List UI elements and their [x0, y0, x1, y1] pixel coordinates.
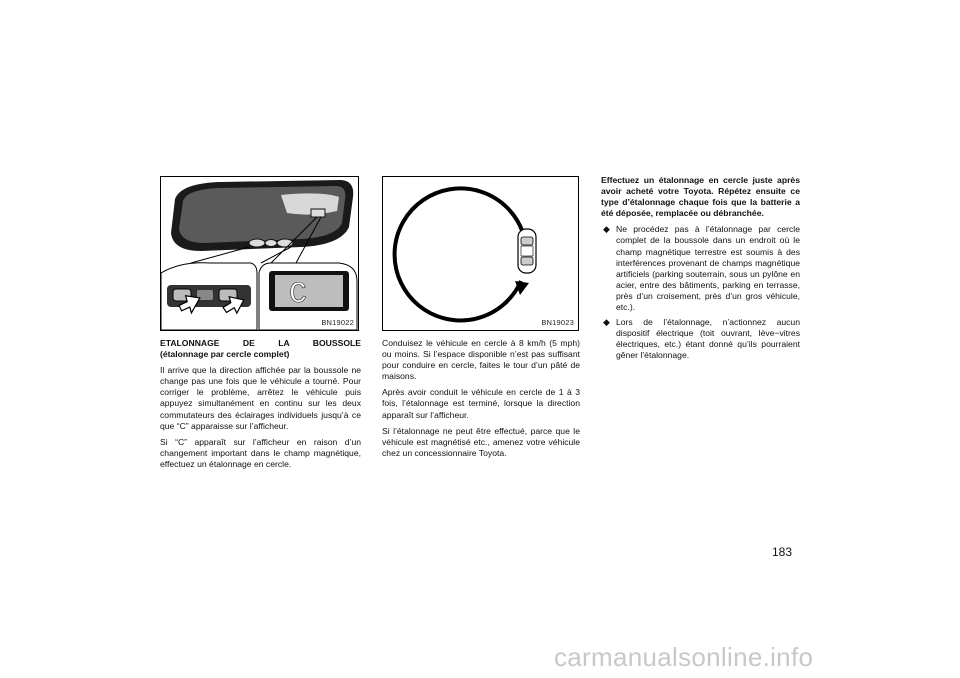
paragraph: Après avoir conduit le véhicule en cercle de 1 à 3 fois, l’étalonnage est terminé, lorsque la direction apparaît sur l’afficheur. [382, 387, 580, 420]
paragraph: Si l’étalonnage ne peut être effectué, parce que le véhicule est magnétisé etc., amenez votre véhicule chez un concessionnaire Toyota. [382, 425, 580, 458]
figure-circle-drive [382, 176, 579, 331]
paragraph: Conduisez le véhicule en cercle à 8 km/h (5 mph) ou moins. Si l’espace disponible n’est pas suffisant pour conduire en cercle, faites le tour d’un pâté de maisons. [382, 338, 580, 382]
diamond-bullet-icon: ◆ [603, 224, 610, 235]
text-column-2 [382, 338, 580, 464]
mirror-illustration [161, 177, 358, 330]
circle-illustration [383, 177, 578, 330]
text-column-1 [160, 338, 361, 475]
text-column-3 [601, 175, 800, 366]
section-subheading: (étalonnage par cercle complet) [160, 349, 290, 360]
figure-mirror-compass [160, 176, 359, 331]
diamond-bullet-icon: ◆ [603, 317, 610, 328]
compass-display-letter: C [289, 278, 308, 312]
bullet-list [601, 224, 800, 361]
circular-arrow-icon [395, 188, 523, 320]
watermark: carmanualsonline.info [554, 642, 814, 672]
list-item-text: Lors de l’étalonnage, n’actionnez aucun dispositif électrique (toit ouvrant, lève−vitres électriques, etc.) étant donné qu’ils pourraient gêner l’étalonnage. [616, 317, 800, 361]
section-heading: ETALONNAGE DE LA BOUSSOLE [160, 338, 361, 348]
bold-paragraph: Effectuez un étalonnage en cercle juste après avoir acheté votre Toyota. Répétez ensuite ce type d’étalonnage chaque fois que la batterie a été déposée, remplacée ou débranchée. [601, 175, 800, 219]
list-item-text: Ne procédez pas à l’étalonnage par cercle complet de la boussole dans un endroit où le champ magnétique terrestre est soumis à des interférences provenant de champs magnétique artificiels (parking souterrain, sous un pylône en acier, entre des bâtiments, parking en terrasse, près d’un croisement, près d’un gros véhicule, etc.). [616, 224, 800, 313]
list-item [601, 317, 800, 361]
figure-code: BN19023 [541, 318, 574, 327]
figure-code: BN19022 [321, 318, 354, 327]
paragraph: Si “C” apparaît sur l’afficheur en raison d’un changement important dans le champ magnétique, effectuez un étalonnage en cercle. [160, 436, 361, 469]
list-item [601, 224, 800, 313]
page-number: 183 [772, 545, 793, 559]
car-icon [518, 229, 536, 273]
paragraph: Il arrive que la direction affichée par la boussole ne change pas une fois que le véhicule a tourné. Pour corriger le problème, arrêtez le véhicule puis appuyez simultanément en continu sur les deux commutateurs des éclairages individuels jusqu’à ce que “C” apparaisse sur l’afficheur. [160, 365, 361, 431]
